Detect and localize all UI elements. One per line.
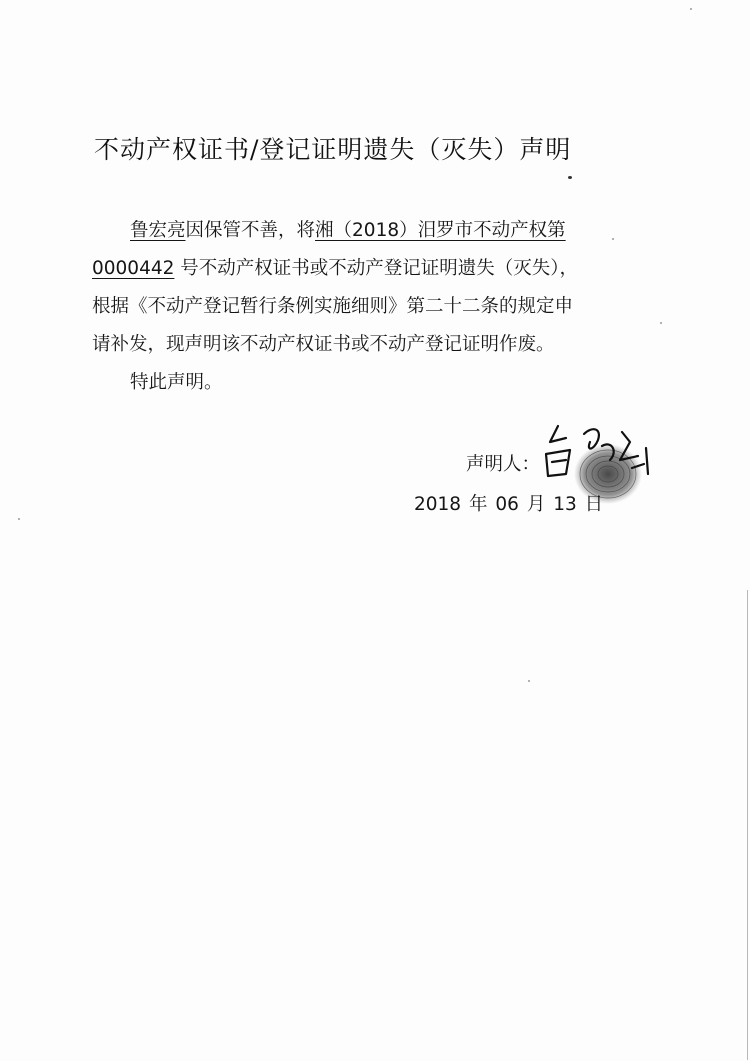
declaration-date	[414, 490, 603, 516]
declarant-row	[466, 450, 540, 476]
date-year-unit: 年	[468, 494, 488, 515]
declaration-body	[92, 212, 637, 364]
scan-edge-line	[747, 590, 748, 1060]
certificate-number: 0000442	[92, 258, 175, 279]
date-year: 2018	[414, 494, 462, 515]
closing-statement: 特此声明。	[130, 372, 223, 393]
scan-speck	[660, 322, 662, 324]
body-line-2	[92, 250, 637, 288]
scan-speck	[690, 8, 692, 10]
document-title: 不动产权证书/登记证明遗失（灭失）声明	[94, 135, 572, 164]
body-line-1	[92, 212, 637, 250]
body-line-3: 根据《不动产登记暂行条例实施细则》第二十二条的规定申	[92, 296, 574, 317]
scan-speck	[528, 680, 530, 682]
certificate-prefix: 湘（2018）汨罗市不动产权第	[315, 220, 566, 241]
date-month: 06	[495, 494, 519, 515]
declarant-label: 声明人：	[466, 454, 541, 475]
person-name: 鲁宏亮	[130, 220, 186, 241]
date-day: 13	[553, 494, 577, 515]
date-month-unit: 月	[526, 494, 546, 515]
body-line-4: 请补发，现声明该不动产权证书或不动产登记证明作废。	[92, 334, 555, 355]
scan-speck	[568, 176, 572, 179]
body-line-1-mid: 因保管不善，将	[185, 220, 316, 241]
date-day-unit: 日	[584, 494, 604, 515]
body-line-2-rest: 号不动产权证书或不动产登记证明遗失（灭失），	[174, 258, 579, 279]
scan-speck	[18, 518, 20, 520]
